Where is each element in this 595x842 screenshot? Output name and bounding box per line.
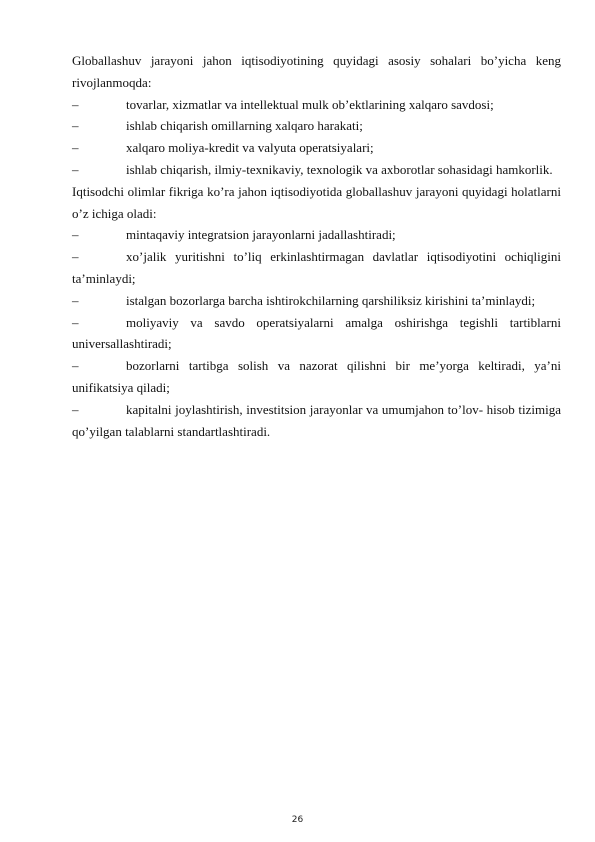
second-paragraph: Iqtisodchi olimlar fikriga ko’ra jahon iqtisodiyotida globallashuv jarayoni quyidagi holatlarni o’z ichiga oladi:: [72, 183, 561, 221]
list-item-text: istalgan bozorlarga barcha ishtirokchilarning qarshiliksiz kirishini ta’minlaydi;: [126, 292, 536, 308]
list-item: [72, 159, 561, 181]
list-item: [72, 312, 561, 356]
dash-bullet: –: [72, 96, 79, 112]
list-item-text: xo’jalik yuritishni to’liq erkinlashtirmagan davlatlar iqtisodiyotini ochiqligini ta’minlaydi;: [72, 249, 561, 286]
dash-bullet: –: [72, 118, 79, 134]
list-item: [72, 137, 561, 159]
dash-bullet: –: [72, 401, 79, 417]
list-item: [72, 246, 561, 290]
list-item: [72, 224, 561, 246]
list-item: [72, 290, 561, 312]
list-item-text: bozorlarni tartibga solish va nazorat qilishni bir me’yorga keltiradi, ya’ni unifikatsiya qiladi;: [72, 358, 561, 395]
dash-bullet: –: [72, 292, 79, 308]
body-text: [72, 50, 561, 442]
dash-bullet: –: [72, 227, 79, 243]
list-item: [72, 399, 561, 443]
dash-bullet: –: [72, 161, 79, 177]
list-item-text: ishlab chiqarish omillarning xalqaro harakati;: [126, 118, 363, 134]
list-item-text: moliyaviy va savdo operatsiyalarni amalga oshirishga tegishli tartiblarni universallashtiradi;: [72, 314, 561, 352]
list-item-text: tovarlar, xizmatlar va intellektual mulk ob’ektlarining xalqaro savdosi;: [126, 96, 494, 112]
dash-bullet: –: [72, 140, 79, 156]
list-item: [72, 355, 561, 399]
dash-bullet: –: [72, 249, 79, 265]
list-item-text: kapitalni joylashtirish, investitsion jarayonlar va umumjahon to’lov- hisob tizimiga qo’yilgan talablarni standartlashtiradi.: [72, 401, 561, 439]
dash-bullet: –: [72, 358, 79, 374]
list-item: [72, 94, 561, 116]
list-item-text: xalqaro moliya-kredit va valyuta operatsiyalari;: [126, 140, 374, 156]
page-number: 26: [291, 815, 304, 825]
list-item: [72, 115, 561, 137]
list-item-text: mintaqaviy integratsion jarayonlarni jadallashtiradi;: [126, 227, 396, 243]
intro-paragraph: Globallashuv jarayoni jahon iqtisodiyotining quyidagi asosiy sohalari bo’yicha keng rivojlanmoqda:: [72, 53, 561, 90]
dash-bullet: –: [72, 314, 79, 330]
list-item-text: ishlab chiqarish, ilmiy-texnikaviy, texnologik va axborotlar sohasidagi hamkorlik.: [126, 161, 553, 177]
